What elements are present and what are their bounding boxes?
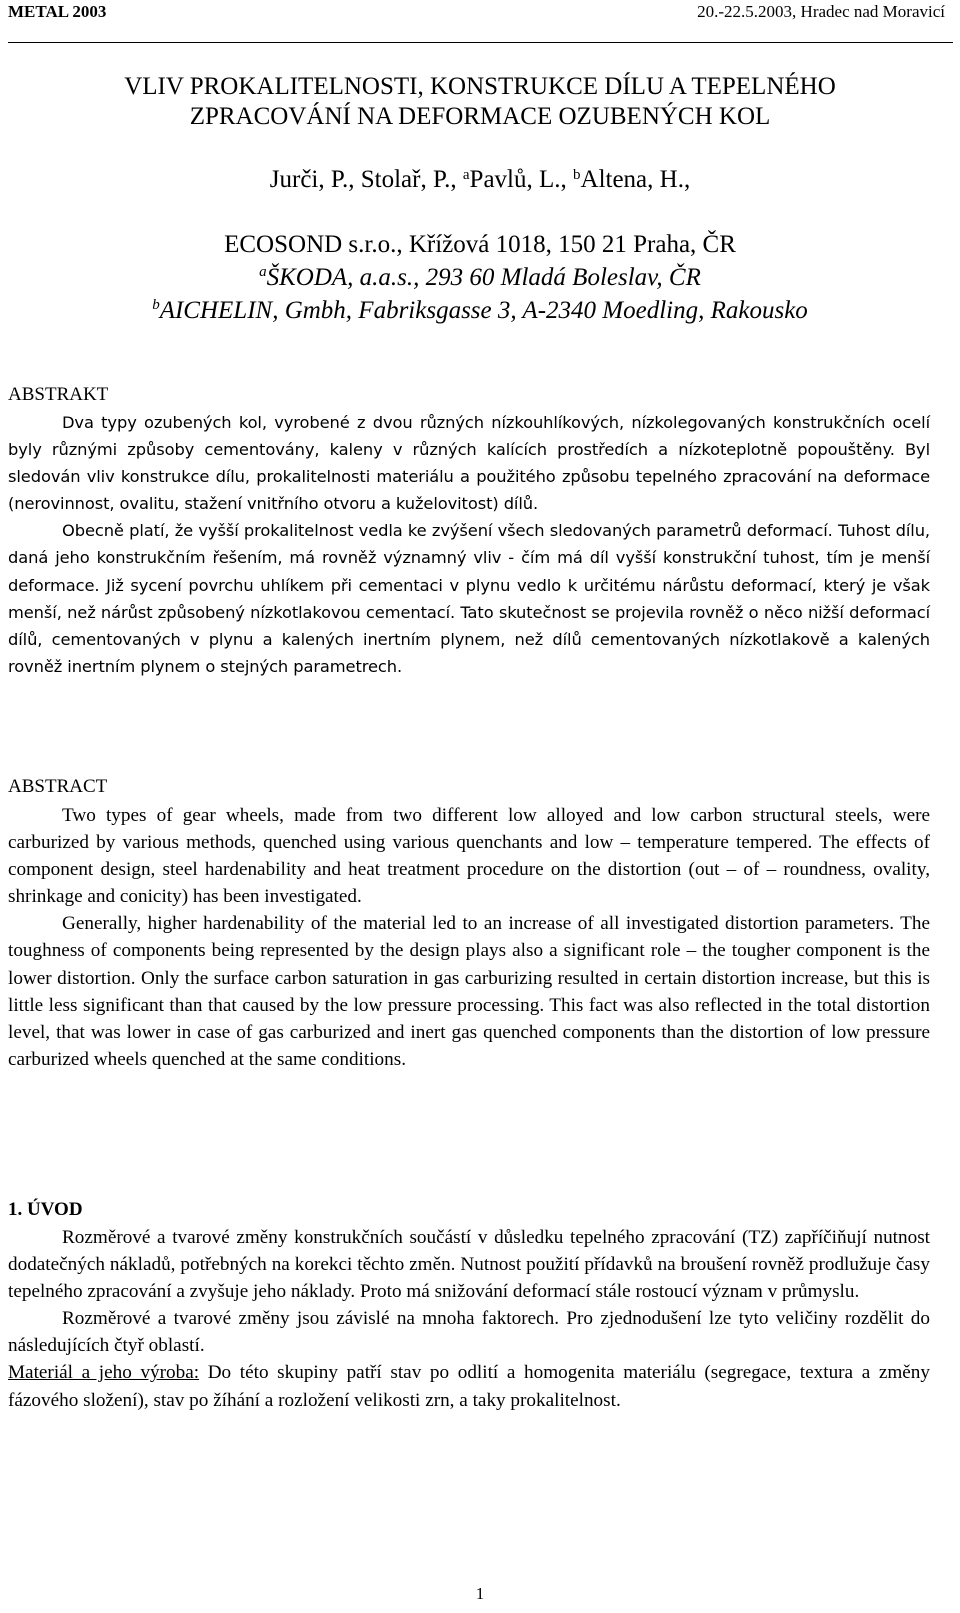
author-text-2: Pavlů, L., — [469, 166, 574, 193]
affiliation-3-text: AICHELIN, Gmbh, Fabriksgasse 3, A-2340 Moedling, Rakousko — [159, 297, 808, 324]
uvod-paragraph-1: Rozměrové a tvarové změny konstrukčních součástí v důsledku tepelného zpracování (TZ) zapříčiňují nutnost dodatečných nákladů, potřebných na korekci těchto změn. Nutnost použití přídavků na broušení rovněž prodlužuje časy tepelného zpracování a zvyšuje jeho náklady. Proto má snižování deformací stále rostoucí význam v průmyslu. — [8, 1227, 930, 1303]
material-label: Materiál a jeho výroba: — [8, 1362, 200, 1384]
affiliation-sup-a: a — [259, 264, 267, 280]
material-text: Do této skupiny patří stav po odlití a homogenita materiálu (segregace, textura a změny fázového složení), stav po žíhání a rozložení velikosti zrn, a taky prokalitelnost. — [8, 1362, 930, 1411]
uvod-body — [8, 1224, 930, 1414]
abstrakt-body — [8, 409, 930, 680]
affiliation-sup-b: b — [152, 297, 160, 313]
paper-title — [0, 72, 960, 132]
uvod-paragraph-3 — [8, 1359, 930, 1413]
abstract-paragraph-1: Two types of gear wheels, made from two different low alloyed and low carbon structural steels, were carburized by various methods, quenched using various quenchants and low – temperature tempered. The effects of component design, steel hardenability and heat treatment procedure on the distortion (out – of – roundness, ovality, shrinkage and conicity) has been investigated. — [8, 805, 930, 908]
conference-date-place: 20.-22.5.2003, Hradec nad Moravicí — [697, 2, 945, 21]
abstrakt-paragraph-1: Dva typy ozubených kol, vyrobené z dvou různých nízkouhlíkových, nízkolegovaných konstrukčních ocelí byly různými způsoby cementovány, kaleny v různých kalících prostředích a nízkoteplotně popouštěny. Byl sledován vliv konstrukce dílu, prokalitelnosti materiálu a použitého způsobu tepelného zpracování na deformace (nerovinnost, ovalitu, stažení vnitřního otvoru a kuželovitost) dílů. — [8, 413, 930, 514]
page-number: 1 — [475, 1584, 485, 1603]
header-rule — [8, 42, 953, 43]
uvod-paragraph-2: Rozměrové a tvarové změny jsou závislé na mnoha faktorech. Pro zjednodušení lze tyto veličiny rozdělit do následujících čtyř oblastí. — [8, 1308, 930, 1357]
conference-name: METAL 2003 — [8, 2, 107, 21]
abstract-heading: ABSTRACT — [8, 776, 108, 797]
author-text-1: Jurči, P., Stolař, P., — [269, 166, 463, 193]
affiliations — [0, 228, 960, 327]
author-sup-b: b — [573, 167, 581, 183]
abstract-paragraph-2: Generally, higher hardenability of the material led to an increase of all investigated distortion parameters. The toughness of components being represented by the design plays also a significant role – the tougher component is the lower distortion. Only the surface carbon saturation in gas carburizing resulted in certain distortion increase, but this is little less significant than that caused by the low pressure processing. This fact was also reflected in the total distortion level, that was lower in case of gas carburized and inert gas quenched components than the distortion of low pressure carburized wheels quenched at the same conditions. — [8, 913, 930, 1070]
affiliation-1: ECOSOND s.r.o., Křížová 1018, 150 21 Praha, ČR — [224, 231, 736, 258]
affiliation-2-text: ŠKODA, a.a.s., 293 60 Mladá Boleslav, ČR — [266, 264, 701, 291]
abstract-body — [8, 802, 930, 1073]
abstrakt-paragraph-2: Obecně platí, že vyšší prokalitelnost vedla ke zvýšení všech sledovaných parametrů deformací. Tuhost dílu, daná jeho konstrukčním řešením, má rovněž významný vliv - čím má díl vyšší konstrukční tuhost, tím je menší deformace. Již sycení povrchu uhlíkem při cementaci v plynu vedlo k určitému nárůstu deformací, který je však menší, než nárůst způsobený nízkotlakovou cementací. Tato skutečnost se projevila rovněž o něco nižší deformací dílů, cementovaných v plynu a kalených inertním plynem, než dílů cementovaných nízkotlakově a kalených rovněž inertním plynem o stejných parametrech. — [8, 521, 930, 676]
section-heading-uvod: 1. ÚVOD — [8, 1199, 83, 1220]
author-list — [0, 165, 960, 195]
author-sup-a: a — [462, 167, 470, 183]
affiliation-3 — [0, 294, 960, 327]
affiliation-2 — [0, 261, 960, 294]
abstrakt-heading: ABSTRAKT — [8, 384, 109, 405]
title-line-2: ZPRACOVÁNÍ NA DEFORMACE OZUBENÝCH KOL — [189, 103, 771, 130]
title-line-1: VLIV PROKALITELNOSTI, KONSTRUKCE DÍLU A TEPELNÉHO — [124, 73, 836, 100]
author-text-3: Altena, H., — [580, 166, 691, 193]
running-header — [8, 0, 952, 24]
